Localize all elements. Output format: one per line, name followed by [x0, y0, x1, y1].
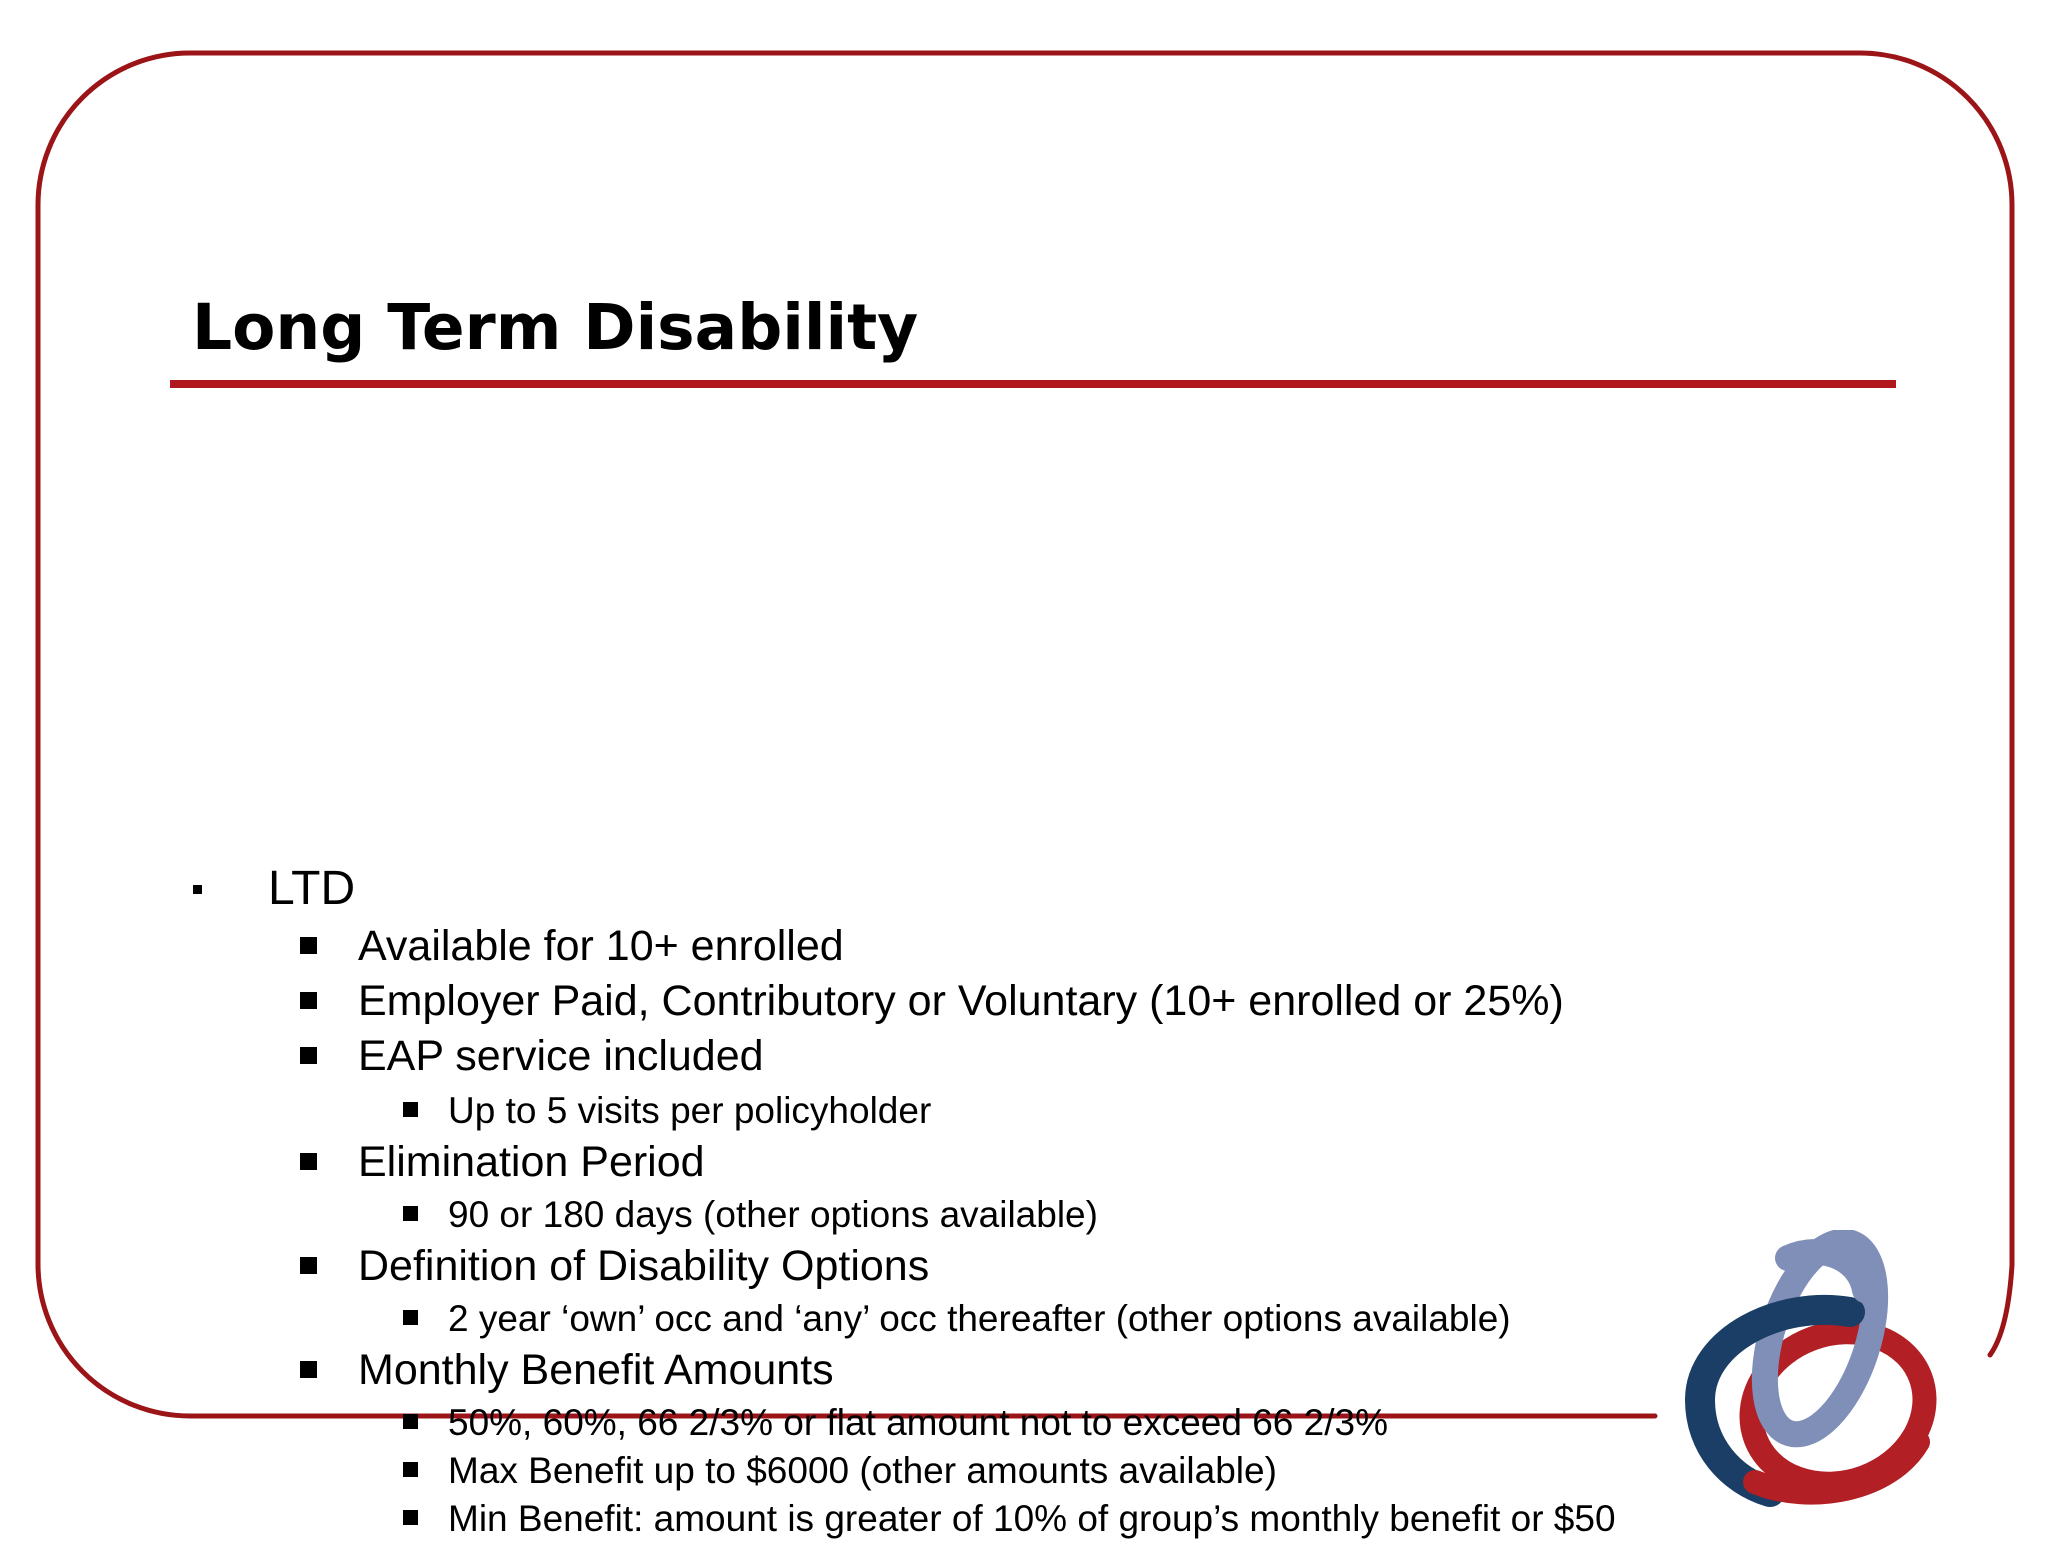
bullet-text: Employer Paid, Contributory or Voluntary (10+ enrolled or 25%): [358, 977, 1564, 1025]
square-bullet-icon: [300, 1047, 317, 1064]
bullet-text: Available for 10+ enrolled: [358, 922, 844, 970]
bullet-text: Max Benefit up to $6000 (other amounts available): [448, 1450, 1277, 1491]
square-bullet-icon: [403, 1462, 418, 1477]
square-bullet-icon: [403, 1510, 418, 1525]
square-bullet-icon: [403, 1102, 418, 1117]
bullet-text: 90 or 180 days (other options available): [448, 1194, 1098, 1235]
square-bullet-icon: [300, 1361, 317, 1378]
bullet-text: Definition of Disability Options: [358, 1242, 930, 1290]
bullet-text: EAP service included: [358, 1032, 764, 1080]
square-bullet-icon: [193, 885, 202, 894]
bullet-text: Min Benefit: amount is greater of 10% of group’s monthly benefit or $50: [448, 1498, 1616, 1539]
square-bullet-icon: [403, 1206, 418, 1221]
square-bullet-icon: [300, 937, 317, 954]
square-bullet-icon: [403, 1414, 418, 1429]
bullet-text: 2 year ‘own’ occ and ‘any’ occ thereafter (other options available): [448, 1298, 1511, 1339]
square-bullet-icon: [403, 1310, 418, 1325]
interlocking-rings-logo-icon: [1660, 1230, 1960, 1530]
bullet-text: Monthly Benefit Amounts: [358, 1346, 834, 1394]
slide-title: Long Term Disability: [192, 291, 919, 364]
bullet-text: Elimination Period: [358, 1138, 705, 1186]
square-bullet-icon: [300, 1153, 317, 1170]
bullet-text: Up to 5 visits per policyholder: [448, 1090, 932, 1131]
title-underline: [170, 380, 1896, 388]
bullet-text: 50%, 60%, 66 2/3% or flat amount not to exceed 66 2/3%: [448, 1402, 1388, 1443]
square-bullet-icon: [300, 1257, 317, 1274]
bullet-text: LTD: [268, 862, 356, 915]
square-bullet-icon: [300, 992, 317, 1009]
